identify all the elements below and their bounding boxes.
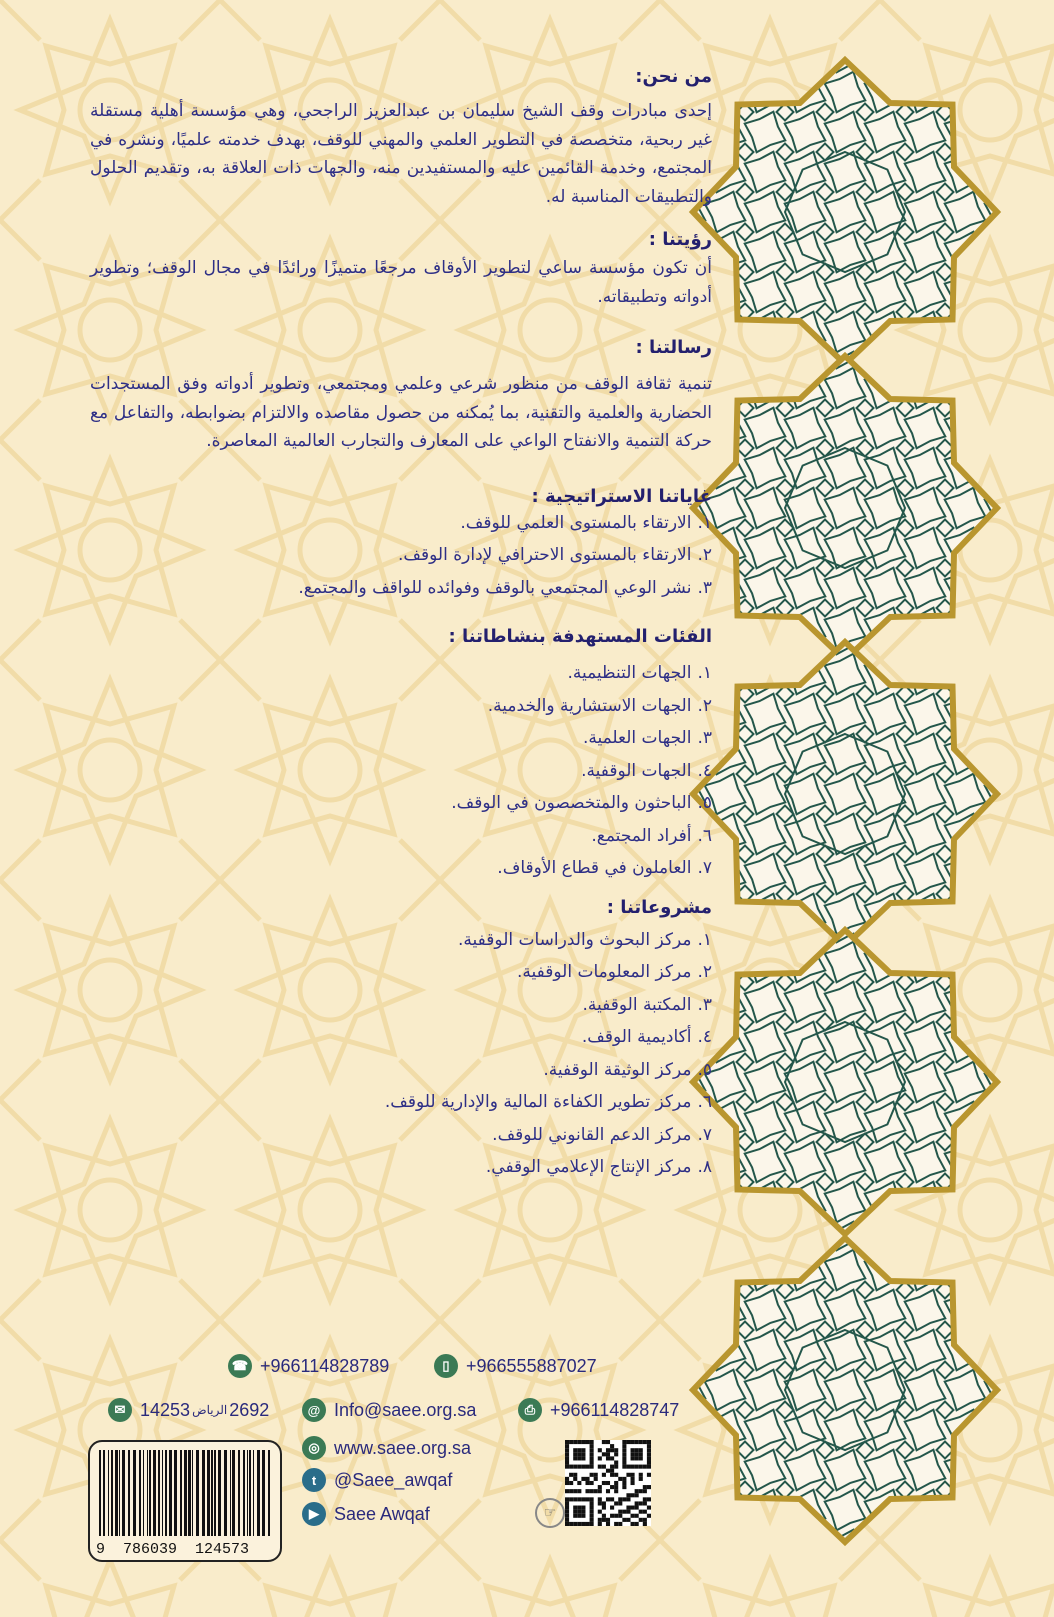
star-ornament bbox=[665, 32, 1034, 401]
list-item-number: ١. bbox=[697, 512, 712, 533]
mobile-contact[interactable] bbox=[434, 1354, 597, 1378]
list-item-number: ٢. bbox=[697, 545, 712, 565]
youtube-icon: ▶ bbox=[302, 1502, 326, 1526]
list-item-text: أكاديمية الوقف. bbox=[581, 1027, 692, 1047]
fax-icon: ⎙ bbox=[518, 1398, 542, 1422]
list-item-number: ٢. bbox=[697, 695, 712, 716]
list-item bbox=[90, 690, 712, 723]
list-item-number: ٣. bbox=[697, 994, 712, 1015]
list-item-number: ٥. bbox=[697, 1059, 712, 1080]
list-item-number: ٤. bbox=[697, 1027, 712, 1047]
phone-contact[interactable] bbox=[228, 1354, 389, 1378]
list-item bbox=[90, 852, 712, 885]
isbn-barcode bbox=[88, 1440, 282, 1562]
list-item-text: الارتقاء بالمستوى الاحترافي لإدارة الوقف. bbox=[398, 545, 692, 565]
list-item-text: مركز الوثيقة الوقفية. bbox=[543, 1059, 692, 1080]
list-item-number: ٢. bbox=[697, 962, 712, 982]
about-heading: من نحن: bbox=[635, 66, 712, 87]
projects-heading: مشروعاتنا : bbox=[606, 896, 712, 918]
list-item bbox=[90, 1086, 712, 1119]
email-icon: @ bbox=[302, 1398, 326, 1422]
list-item bbox=[90, 924, 712, 957]
list-item bbox=[90, 956, 712, 989]
list-item-text: أفراد المجتمع. bbox=[591, 825, 692, 846]
list-item bbox=[90, 507, 712, 540]
youtube-channel: Saee Awqaf bbox=[334, 1503, 430, 1524]
list-item bbox=[90, 572, 712, 605]
list-item bbox=[90, 820, 712, 853]
mission-heading: رسالتنا : bbox=[635, 337, 712, 358]
list-item bbox=[90, 787, 712, 820]
list-item-text: نشر الوعي المجتمعي بالوقف وفوائده للواقف والمجتمع. bbox=[298, 577, 692, 598]
star-ornament bbox=[665, 328, 1034, 697]
list-item-text: العاملون في قطاع الأوقاف. bbox=[497, 858, 692, 878]
list-item bbox=[90, 1151, 712, 1184]
list-item-text: المكتبة الوقفية. bbox=[582, 994, 692, 1015]
list-item-text: الجهات الاستشارية والخدمية. bbox=[487, 695, 692, 716]
list-item-number: ٤. bbox=[697, 760, 712, 781]
vision-text: أن تكون مؤسسة ساعي لتطوير الأوقاف مرجعًا متميزًا ورائدًا في مجال الوقف؛ وتطوير أدواته وتطبيقاته. bbox=[90, 258, 712, 307]
hand-scan-icon: ☞ bbox=[535, 1498, 565, 1528]
goals-heading: غاياتنا الاستراتيجية : bbox=[531, 485, 712, 507]
list-item bbox=[90, 1054, 712, 1087]
targets-list bbox=[90, 657, 712, 885]
mobile-number: +966555887027 bbox=[466, 1355, 597, 1376]
list-item-text: الباحثون والمتخصصون في الوقف. bbox=[451, 793, 692, 813]
twitter-handle: @Saee_awqaf bbox=[334, 1469, 453, 1490]
list-item bbox=[90, 722, 712, 755]
list-item bbox=[90, 1021, 712, 1054]
list-item-number: ٧. bbox=[697, 858, 712, 878]
twitter-contact[interactable] bbox=[302, 1468, 452, 1492]
city-name: الرياض bbox=[192, 1403, 228, 1417]
barcode-digits: 9 786039 124573 bbox=[96, 1541, 250, 1558]
list-item-text: مركز المعلومات الوقفية. bbox=[516, 962, 692, 982]
mobile-icon: ▯ bbox=[434, 1354, 458, 1378]
list-item bbox=[90, 989, 712, 1022]
list-item-number: ٥. bbox=[697, 793, 712, 813]
star-ornament bbox=[665, 1210, 1034, 1579]
star-ornament bbox=[665, 614, 1034, 983]
email-contact[interactable] bbox=[302, 1398, 476, 1422]
barcode-bars bbox=[97, 1450, 273, 1536]
mission-text: تنمية ثقافة الوقف من منظور شرعي وعلمي ومجتمعي، وتطوير أدواته وفق المستجدات الحضارية والعلمية والتقنية، بما يُمكنه من حصول مقاصده والالتزام بضوابطه، والتفاعل مع حركة التنمية والانفتاح الواعي على المعارف والتجارب العالمية المعاصرة. bbox=[90, 374, 712, 451]
list-item-number: ٣. bbox=[697, 577, 712, 598]
mail-address bbox=[108, 1398, 269, 1422]
list-item-number: ٣. bbox=[697, 728, 712, 748]
fax-contact[interactable] bbox=[518, 1398, 679, 1422]
youtube-contact[interactable] bbox=[302, 1502, 430, 1526]
list-item-number: ٧. bbox=[697, 1124, 712, 1145]
list-item bbox=[90, 755, 712, 788]
main-text-block bbox=[90, 50, 712, 1184]
list-item-number: ١. bbox=[697, 929, 712, 950]
website-url: www.saee.org.sa bbox=[334, 1437, 472, 1458]
list-item-number: ٨. bbox=[697, 1157, 712, 1177]
list-item-text: مركز تطوير الكفاءة المالية والإدارية للوقف. bbox=[384, 1092, 692, 1112]
website-contact[interactable] bbox=[302, 1436, 471, 1460]
list-item-text: مركز الإنتاج الإعلامي الوقفي. bbox=[485, 1157, 692, 1177]
phone-number: +966114828789 bbox=[260, 1355, 390, 1376]
postal-code: 14253 bbox=[140, 1399, 191, 1420]
po-box: 2692 bbox=[229, 1399, 270, 1420]
list-item-text: الارتقاء بالمستوى العلمي للوقف. bbox=[460, 512, 692, 533]
fax-number: +966114828747 bbox=[550, 1399, 680, 1420]
list-item-text: مركز الدعم القانوني للوقف. bbox=[492, 1124, 692, 1145]
list-item-text: مركز البحوث والدراسات الوقفية. bbox=[458, 929, 692, 950]
list-item bbox=[90, 539, 712, 572]
mailbox-icon: ✉ bbox=[108, 1398, 132, 1422]
list-item-number: ٦. bbox=[697, 1092, 712, 1112]
globe-icon: ◎ bbox=[302, 1436, 326, 1460]
twitter-icon: t bbox=[302, 1468, 326, 1492]
star-ornament bbox=[665, 902, 1034, 1271]
vision-heading: رؤيتنا : bbox=[648, 229, 712, 250]
targets-heading: الفئات المستهدفة بنشاطاتنا : bbox=[448, 626, 712, 647]
about-text: إحدى مبادرات وقف الشيخ سليمان بن عبدالعزيز الراجحي، وهي مؤسسة أهلية مستقلة غير ربحية، متخصصة في التطوير العلمي والمهني للوقف، بهدف خدمته علميًا، ونشره في المجتمع، وخدمة القائمين عليه والمستفيدين منه، والجهات ذات العلاقة به، وتقديم الحلول والتطبيقات المناسبة له. bbox=[90, 101, 712, 207]
phone-icon: ☎ bbox=[228, 1354, 252, 1378]
list-item-text: الجهات الوقفية. bbox=[581, 760, 692, 781]
list-item bbox=[90, 1119, 712, 1152]
qr-code[interactable] bbox=[565, 1440, 651, 1526]
email-address: Info@saee.org.sa bbox=[334, 1399, 477, 1420]
list-item-text: الجهات التنظيمية. bbox=[567, 663, 692, 683]
list-item-number: ١. bbox=[697, 663, 712, 683]
goals-list bbox=[90, 507, 712, 605]
list-item-number: ٦. bbox=[697, 825, 712, 846]
list-item bbox=[90, 657, 712, 690]
list-item-text: الجهات العلمية. bbox=[582, 728, 692, 748]
projects-list bbox=[90, 924, 712, 1184]
